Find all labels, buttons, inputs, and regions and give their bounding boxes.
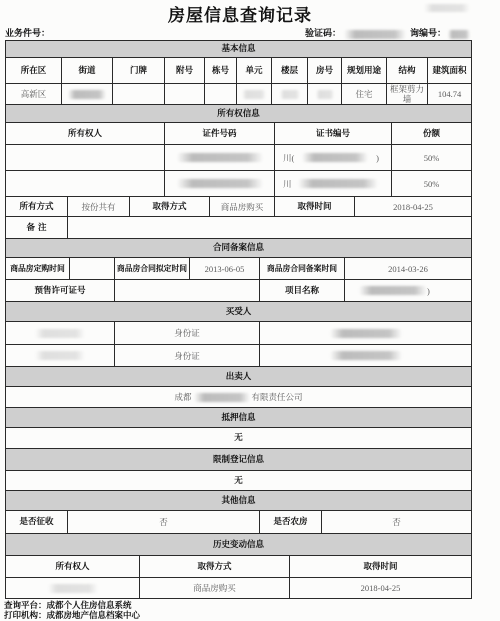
- project-name-cell: [345, 280, 471, 301]
- house-number-cell: [113, 84, 165, 104]
- basic-info-column-headers: [6, 58, 471, 84]
- share-value: 50%: [423, 178, 440, 189]
- section-header-buyers: [6, 302, 471, 322]
- owner-row: [6, 171, 471, 197]
- column-header-unit: 单元: [237, 58, 272, 83]
- redacted-block: [316, 90, 334, 99]
- redacted-block: [330, 329, 402, 338]
- buyer-id-number-cell: [260, 345, 471, 366]
- column-header-id-number: 证件号码: [165, 123, 275, 144]
- district-value: 高新区: [6, 84, 62, 104]
- redacted-block: [177, 153, 263, 162]
- column-header-sub-number: 附号: [165, 58, 205, 83]
- redacted-block: [35, 329, 85, 338]
- owner-id-cell: [165, 145, 275, 170]
- expropriated-label: 是否征收: [6, 511, 68, 533]
- basic-info-record: [6, 84, 471, 105]
- section-title: 出卖人: [225, 371, 252, 382]
- contract-draft-time-label: 商品房合同拟定时间: [115, 258, 190, 279]
- column-header-room: 房号: [308, 58, 342, 83]
- history-record-row: [6, 578, 471, 599]
- presale-project-row: [6, 280, 471, 302]
- acquisition-method-value: 商品房购买: [210, 197, 275, 216]
- buyer-id-type: 身份证: [115, 322, 260, 344]
- room-cell: [308, 84, 342, 104]
- remarks-row: [6, 217, 471, 239]
- section-title: 抵押信息: [221, 412, 256, 423]
- expropriated-value: 否: [68, 511, 260, 533]
- mortgage-value: 无: [234, 433, 243, 443]
- buyer-row: [6, 322, 471, 345]
- acquisition-method-label: 取得方式: [130, 197, 210, 216]
- other-info-row: [6, 511, 471, 534]
- column-header-acquisition-date: 取得时间: [363, 561, 398, 572]
- section-title: 历史变动信息: [212, 539, 264, 550]
- remarks-label: 备 注: [6, 217, 68, 238]
- sub-number-cell: [165, 84, 205, 104]
- section-header-mortgage-info: [6, 408, 471, 428]
- rural-house-label: 是否农房: [260, 511, 322, 533]
- ownership-mode-row: [6, 197, 471, 217]
- redacted-block: [424, 4, 470, 12]
- history-acquisition-date: 2018-04-25: [360, 583, 401, 593]
- section-header-restriction-info: [6, 449, 471, 471]
- redacted-block: [35, 351, 85, 360]
- redacted-block: [242, 90, 266, 99]
- column-header-house-number: 门牌: [113, 58, 165, 83]
- remarks-value-cell: [68, 217, 471, 238]
- verify-code-label: 验证码：: [305, 29, 342, 39]
- contract-draft-time-value: 2013-06-05: [190, 258, 260, 279]
- record-table: [5, 40, 472, 599]
- section-header-ownership-info: [6, 105, 471, 123]
- section-title: 其他信息: [221, 495, 256, 506]
- section-title: 基本信息: [221, 44, 256, 54]
- acquisition-date-label: 取得时间: [275, 197, 355, 216]
- section-header-history-info: [6, 534, 471, 556]
- section-title: 所有权信息: [217, 108, 260, 119]
- section-title: 限制登记信息: [212, 454, 264, 465]
- structure-cell: [387, 84, 428, 104]
- project-name-label: 项目名称: [260, 280, 345, 301]
- mortgage-row: [6, 428, 471, 449]
- history-column-headers: [6, 556, 471, 578]
- building-cell: [205, 84, 237, 104]
- presale-permit-cell: [115, 280, 260, 301]
- column-header-owner: 所有权人: [6, 556, 140, 577]
- acquisition-date-value: 2018-04-25: [393, 201, 433, 212]
- query-no-label: 询编号：: [410, 29, 447, 39]
- owner-name-cell: [6, 145, 165, 170]
- buyer-name-cell: [6, 322, 115, 344]
- column-header-district: 所在区: [6, 58, 62, 83]
- section-header-basic-info: [6, 41, 471, 58]
- column-header-certificate-no: 证书编号: [275, 123, 392, 144]
- redacted-block: [194, 393, 250, 402]
- buyer-id-type: 身份证: [115, 345, 260, 366]
- redacted-block: [344, 30, 406, 39]
- document-title: 房屋信息查询记录: [168, 6, 312, 26]
- buyer-name-cell: [6, 345, 115, 366]
- seller-name-suffix: 有限责任公司: [251, 392, 303, 402]
- contract-times-row: [6, 258, 471, 280]
- redacted-block: [359, 286, 427, 295]
- owner-row: [6, 145, 471, 171]
- certificate-prefix: 川: [283, 178, 292, 189]
- redacted-block: [280, 90, 300, 99]
- redacted-block: [48, 584, 98, 593]
- column-header-planned-use: 规划用途: [342, 58, 387, 83]
- restriction-value: 无: [234, 475, 243, 486]
- ownership-mode-label: 所有方式: [6, 197, 68, 216]
- ownership-mode-value: 按份共有: [68, 197, 130, 216]
- owner-name-cell: [6, 171, 165, 196]
- history-acquisition-method: 商品房购买: [140, 578, 290, 598]
- column-header-share: 份额: [422, 128, 440, 139]
- column-header-owner: 所有权人: [6, 123, 165, 144]
- section-header-sellers: [6, 367, 471, 387]
- footer-printing-org: 打印机构：成都房地产信息档案中心: [4, 611, 141, 621]
- project-name-suffix: ): [427, 285, 430, 296]
- redacted-block: [177, 179, 263, 188]
- seller-name-cell: [6, 387, 471, 407]
- column-header-acquisition-method: 取得方式: [140, 556, 290, 577]
- planned-use-value: 住宅: [342, 84, 387, 104]
- column-header-floor: 楼层: [272, 58, 308, 83]
- column-header-building: 栋号: [205, 58, 237, 83]
- certificate-suffix: ): [376, 152, 379, 163]
- section-header-contract-info: [6, 239, 471, 258]
- ownership-column-headers: [6, 123, 471, 145]
- structure-value: 框架剪力墙: [389, 84, 424, 104]
- certificate-no-cell: [275, 171, 392, 196]
- restriction-row: [6, 471, 471, 491]
- buyer-id-number-cell: [260, 322, 471, 344]
- seller-name-prefix: 成都: [174, 392, 192, 402]
- seller-row: [6, 387, 471, 408]
- business-no-label: 业务件号：: [5, 29, 51, 39]
- street-cell: [62, 84, 113, 104]
- unit-cell: [237, 84, 272, 104]
- section-title: 合同备案信息: [212, 243, 264, 253]
- redacted-block: [68, 90, 106, 99]
- section-header-other-info: [6, 491, 471, 511]
- owner-id-cell: [165, 171, 275, 196]
- purchase-time-cell: [70, 258, 115, 279]
- footer-platform: 查询平台：成都个人住房信息系统: [4, 601, 132, 611]
- column-header-street: 街道: [62, 58, 113, 83]
- floor-area-value: 104.74: [437, 89, 462, 99]
- floor-cell: [272, 84, 308, 104]
- history-owner-cell: [6, 578, 140, 598]
- redacted-block: [302, 153, 368, 162]
- certificate-prefix: 川(: [283, 152, 295, 163]
- redacted-block: [298, 179, 378, 188]
- presale-permit-label: 预售许可证号: [6, 280, 115, 301]
- redacted-block: [330, 351, 402, 360]
- section-title: 买受人: [225, 306, 252, 317]
- purchase-time-label: 商品房定购时间: [6, 258, 70, 279]
- contract-filing-time-value: 2014-03-26: [388, 263, 428, 274]
- contract-filing-time-label: 商品房合同备案时间: [260, 258, 345, 279]
- rural-house-value: 否: [392, 517, 401, 527]
- share-value: 50%: [423, 152, 440, 163]
- buyer-row: [6, 345, 471, 367]
- redacted-block: [448, 30, 470, 39]
- column-header-structure: 结构: [387, 58, 428, 83]
- column-header-floor-area: 建筑面积: [432, 65, 467, 76]
- certificate-no-cell: [275, 145, 392, 170]
